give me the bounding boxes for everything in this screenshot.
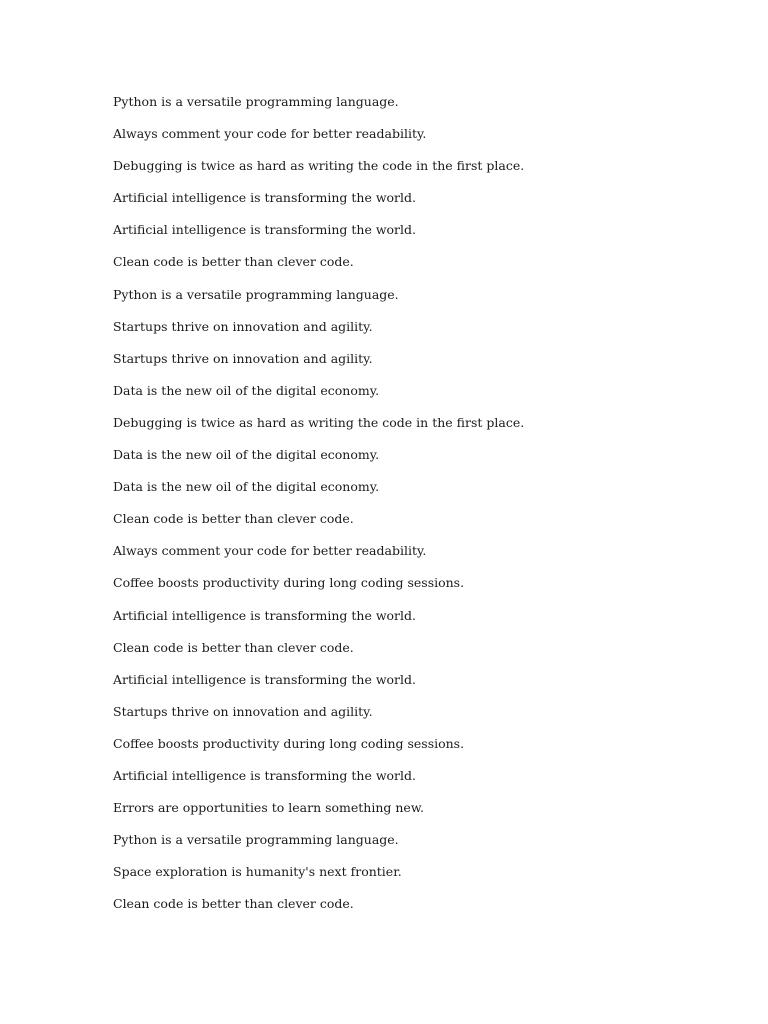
- text-line: Data is the new oil of the digital economy.: [113, 382, 380, 398]
- text-line: Artificial intelligence is transforming the world.: [113, 607, 416, 623]
- text-line: Clean code is better than clever code.: [113, 639, 354, 655]
- text-line: Coffee boosts productivity during long coding sessions.: [113, 735, 465, 751]
- text-line: Data is the new oil of the digital economy.: [113, 479, 380, 495]
- text-line: Always comment your code for better readability.: [113, 126, 427, 142]
- text-line: Errors are opportunities to learn something new.: [113, 800, 425, 816]
- text-line: Artificial intelligence is transforming the world.: [113, 222, 416, 238]
- text-lines: [113, 93, 524, 927]
- text-line: Data is the new oil of the digital economy.: [113, 447, 380, 463]
- text-line: Artificial intelligence is transforming the world.: [113, 767, 416, 783]
- text-line: Startups thrive on innovation and agility.: [113, 318, 373, 334]
- text-line: Debugging is twice as hard as writing the code in the first place.: [113, 158, 525, 174]
- text-line: Debugging is twice as hard as writing the code in the first place.: [113, 414, 525, 430]
- text-line: Artificial intelligence is transforming the world.: [113, 190, 416, 206]
- text-line: Always comment your code for better readability.: [113, 543, 427, 559]
- text-line: Startups thrive on innovation and agility.: [113, 350, 373, 366]
- text-line: Python is a versatile programming language.: [113, 286, 399, 302]
- text-line: Clean code is better than clever code.: [113, 896, 354, 912]
- text-line: Coffee boosts productivity during long coding sessions.: [113, 575, 465, 591]
- text-line: Clean code is better than clever code.: [113, 254, 354, 270]
- text-line: Python is a versatile programming language.: [113, 94, 399, 109]
- text-line: Artificial intelligence is transforming the world.: [113, 671, 416, 687]
- text-line: Startups thrive on innovation and agility.: [113, 703, 373, 719]
- text-line: Space exploration is humanity's next frontier.: [113, 864, 402, 880]
- text-line: Clean code is better than clever code.: [113, 511, 354, 527]
- text-line: Python is a versatile programming language.: [113, 832, 399, 848]
